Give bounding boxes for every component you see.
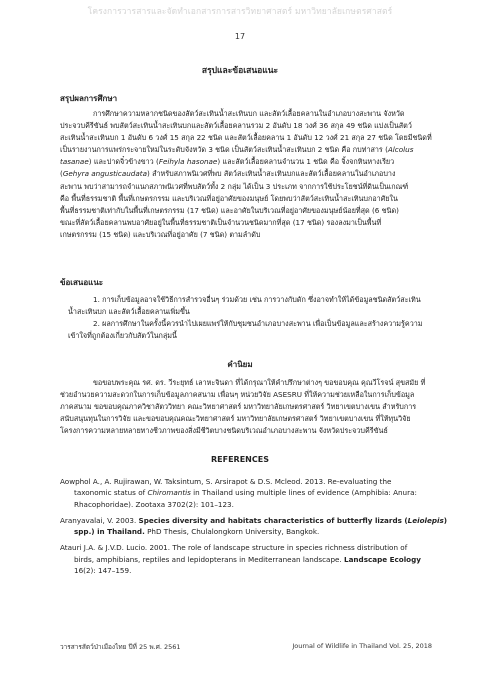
acknowledgements-paragraph [60,377,432,437]
summary-line: (Gehyra angusticaudata) สำหรับสภาพนิเวศที่พบ สัตว์สะเทินน้ำสะเทินบกและสัตว์เลื้อยคลานในอำเภอบาง [60,169,396,179]
ack-line: โครงการความหลายหลายทางชีวภาพของสิ่งมีชีวิตบางชนิดบริเวณอำเภอบางสะพาน จังหวัดประจวบคีรีขันธ์ [60,426,388,436]
summary-line: พื้นที่ธรรมชาติเท่ากับในพื้นที่เกษตรกรรม (17 ชนิด) และอาศัยในบริเวณที่อยู่อาศัยของมนุษย์น้อยที่สุด (6 ชนิด) [60,205,399,215]
acknowledgements-heading: คำนิยม [227,360,253,369]
ack-line: ขอขอบพระคุณ รศ. ดร. วีระยุทธ์ เลาหะจินดา ที่ได้กรุณาให้คำปรึกษาต่างๆ ขอขอบคุณ คุณวีโรจน์ สุขสมัย ที่ [93,378,426,387]
recommendation-item-cont: น้ำสะเทินบก และสัตว์เลื้อยคลานเพิ่มขึ้น [68,307,190,317]
reference-entry: Aowphol A., A. Rujirawan, W. Taksintum, S. Arsirapot & D.S. Mcleod. 2013. Re-evaluating the taxonomic status of Chiromantis in Thailand using multiple lines of evidence (Amphibia: Anura: Rhacophoridae). Zootaxa 3702(2): 101–123. [60,477,417,509]
references-heading: REFERENCES [211,455,269,464]
header-watermark: โครงการวารสารและจัดทำเอกสารการสารวิทยาศาสตร์ มหาวิทยาลัยเกษตรศาสตร์ [87,7,393,17]
summary-paragraph [60,108,432,241]
summary-line: การศึกษาความหลากชนิดของสัตว์สะเทินน้ำสะเทินบก และสัตว์เลื้อยคลานในอำเภอบางสะพาน จังหวัด [93,109,405,118]
references-list [60,476,448,581]
ack-line: ภาคสนาม ขอขอบคุณภาควิชาสัตววิทยา คณะวิทยาศาสตร์ มหาวิทยาลัยเกษตรศาสตร์ วิทยาเขตบางเขน สำหรับการ [60,402,417,412]
recommendations-heading: ข้อเสนอแนะ [60,278,104,287]
footer-journal-english: Journal of Wildlife in Thailand Vol. 25, 2018 [292,642,432,650]
summary-line: tasanae) และปาดจิ๋วข้างขาว (Feihyla hasonae) และสัตว์เลื้อยคลานจำนวน 1 ชนิด คือ จิ้งจกหินหางเรียว [60,157,395,167]
ack-line: ช่วยอำนวยความสะดวกในการเก็บข้อมูลภาคสนาม เพื่อนๆ หน่วยวิจัย ASESRU ที่ให้ความช่วยเหลือในการเก็บข้อมูล [60,390,415,400]
summary-line: เป็นรายงานการแพร่กระจายใหม่ในระดับจังหวัด 3 ชนิด เป็นสัตว์สะเทินน้ำสะเทินบก 2 ชนิด คือ กบท่าสาร (Alcolus [60,145,414,155]
summary-line: ขณะที่สัตว์เลื้อยคลานพบอาศัยอยู่ในพื้นที่ธรรมชาติเป็นจำนวนชนิดมากที่สุด (17 ชนิด) รองลงมาเป็นพื้นที่ [60,217,382,227]
recommendation-item: 1. การเก็บข้อมูลอาจใช้วิธีการสำรวจอื่นๆ ร่วมด้วย เช่น การวางกับดัก ซึ่งอาจทำให้ได้ข้อมูลชนิดสัตว์สะเทิน [93,295,421,304]
reference-entry: Aranyavalai, V. 2003. Species diversity and habitats characteristics of butterfly lizards (Leiolepis) spp.) in Thailand. PhD Thesis, Chulalongkorn University, Bangkok. [60,515,448,537]
page-number: 17 [234,32,246,41]
recommendations-list [60,294,432,342]
summary-line: คือ พื้นที่ธรรมชาติ พื้นที่เกษตรกรรม และบริเวณที่อยู่อาศัยของมนุษย์ โดยพบว่าสัตว์สะเทินน้ำสะเทินบกอาศัยใน [60,193,398,203]
summary-line: สะเทินน้ำสะเทินบก 1 อันดับ 6 วงศ์ 15 สกุล 22 ชนิด และสัตว์เลื้อยคลาน 1 อันดับ 12 วงศ์ 21 สกุล 27 ชนิด โดยมีชนิดที่ [60,133,432,143]
recommendation-item-cont: เข้าใจที่ถูกต้องเกี่ยวกับสัตว์ในกลุ่มนี้ [68,331,177,341]
reference-entry: Atauri J.A. & J.V.D. Lucio. 2001. The role of landscape structure in species richness distribution of birds, amphibians, reptiles and lepidopterans in Mediterranean landscape. Landscape Ecology 16(2): 147–159. [60,543,421,576]
section-title: สรุปและข้อเสนอแนะ [201,66,279,76]
summary-line: เกษตรกรรม (15 ชนิด) และบริเวณที่อยู่อาศัย (7 ชนิด) ตามลำดับ [60,229,261,239]
summary-line: ประจวบคีรีขันธ์ พบสัตว์สะเทินน้ำสะเทินบกและสัตว์เลื้อยคลานรวม 2 อันดับ 18 วงศ์ 36 สกุล 49 ชนิด แบ่งเป็นสัตว์ [60,121,412,131]
recommendation-item: 2. ผลการศึกษาในครั้งนี้ควรนำไปเผยแพร่ให้กับชุมชนอำเภอบางสะพาน เพื่อเป็นข้อมูลและสร้างความรู้ความ [93,319,423,329]
ack-line: สนับสนุนทุนในการวิจัย และขอขอบคุณคณะวิทยาศาสตร์ มหาวิทยาลัยเกษตรศาสตร์ วิทยาเขตบางเขน ที่ให้ทุนวิจัย [60,414,411,424]
summary-heading: สรุปผลการศึกษา [60,94,118,103]
summary-line: สะพาน พบว่าสามารถจำแนกสภาพนิเวศที่พบสัตว์ทั้ง 2 กลุ่ม ได้เป็น 3 ประเภท จากการใช้ประโยชน์ที่ดินเป็นเกณฑ์ [60,181,409,191]
footer-journal-thai: วารสารสัตว์ป่าเมืองไทย ปีที่ 25 พ.ศ. 2561 [60,643,181,651]
